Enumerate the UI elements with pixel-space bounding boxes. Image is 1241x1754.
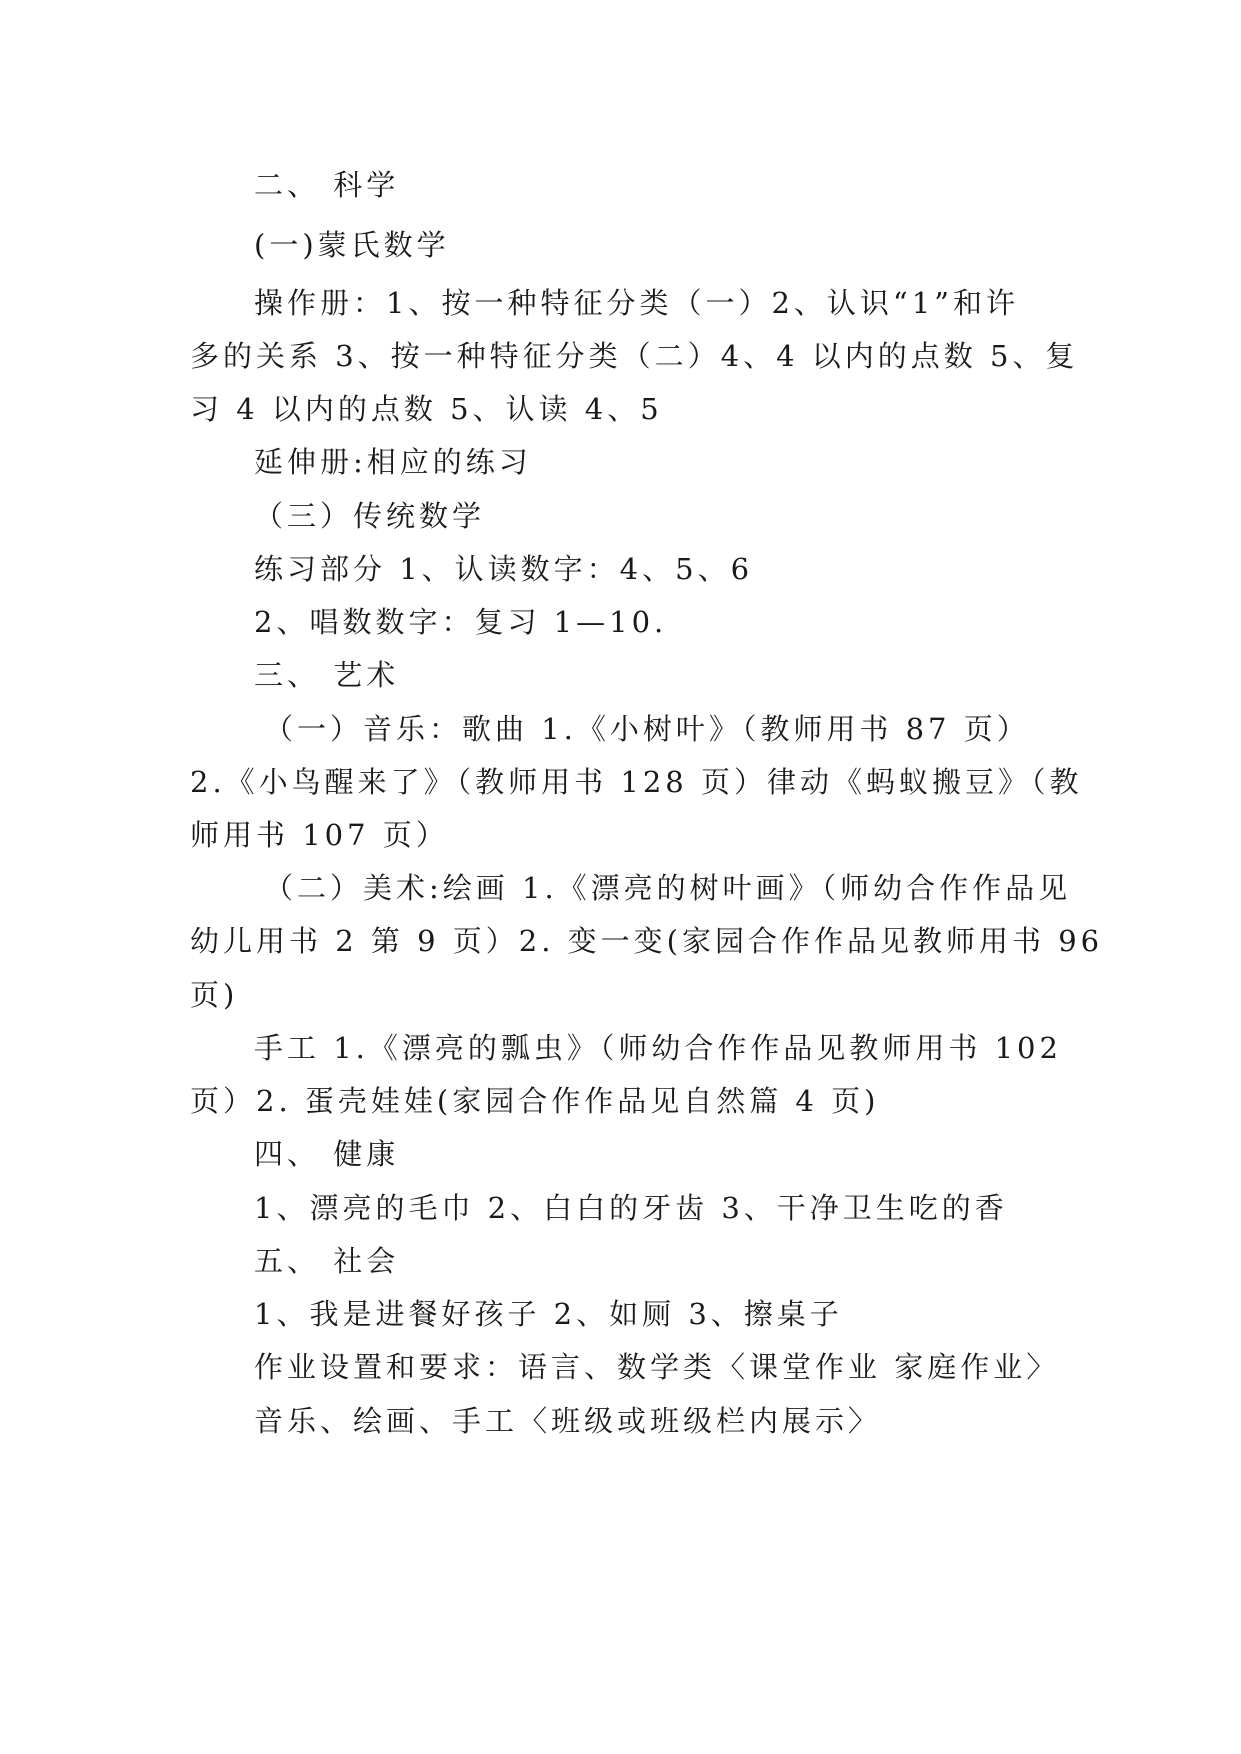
paragraph-line: 手工 1.《漂亮的瓢虫》（师幼合作作品见教师用书 102	[254, 1031, 1062, 1065]
heading-art: 三、 艺术	[254, 658, 400, 692]
paragraph-line: 页）2. 蛋壳娃娃(家园合作作品见自然篇 4 页)	[190, 1084, 880, 1118]
paragraph-line: （二）美术:绘画 1.《漂亮的树叶画》（师幼合作作品见	[264, 871, 1072, 905]
paragraph-line: 1、漂亮的毛巾 2、白白的牙齿 3、干净卫生吃的香	[254, 1191, 1008, 1225]
paragraph-line: 1、我是进餐好孩子 2、如厕 3、擦桌子	[254, 1297, 843, 1331]
paragraph-line: 师用书 107 页）	[190, 818, 449, 852]
paragraph-line: 2、唱数数字：复习 1—10.	[254, 605, 668, 639]
subheading-montessori-math: (一)蒙氏数学	[254, 228, 450, 262]
subheading-traditional-math: （三）传统数学	[254, 499, 486, 533]
heading-science: 二、 科学	[254, 168, 400, 202]
paragraph-line: 习 4 以内的点数 5、认读 4、5	[190, 392, 663, 426]
paragraph-line: 2.《小鸟醒来了》（教师用书 128 页）律动《蚂蚁搬豆》（教	[190, 765, 1083, 799]
paragraph-line: 操作册：1、按一种特征分类（一）2、认识“1”和许	[254, 286, 1020, 320]
paragraph-line: 幼儿用书 2 第 9 页）2. 变一变(家园合作作品见教师用书 96	[190, 924, 1104, 958]
paragraph-line: 页)	[190, 978, 239, 1012]
paragraph-line: 练习部分 1、认读数字：4、5、6	[254, 552, 754, 586]
paragraph-line: 作业设置和要求：语言、数学类〈课堂作业 家庭作业〉	[254, 1350, 1060, 1384]
paragraph-line: （一）音乐：歌曲 1.《小树叶》（教师用书 87 页）	[264, 712, 1030, 746]
heading-health: 四、 健康	[254, 1137, 400, 1171]
paragraph-line: 多的关系 3、按一种特征分类（二）4、4 以内的点数 5、复	[190, 339, 1079, 373]
heading-society: 五、 社会	[254, 1244, 400, 1278]
paragraph-line: 延伸册:相应的练习	[254, 445, 532, 479]
paragraph-line: 音乐、绘画、手工〈班级或班级栏内展示〉	[254, 1404, 882, 1438]
